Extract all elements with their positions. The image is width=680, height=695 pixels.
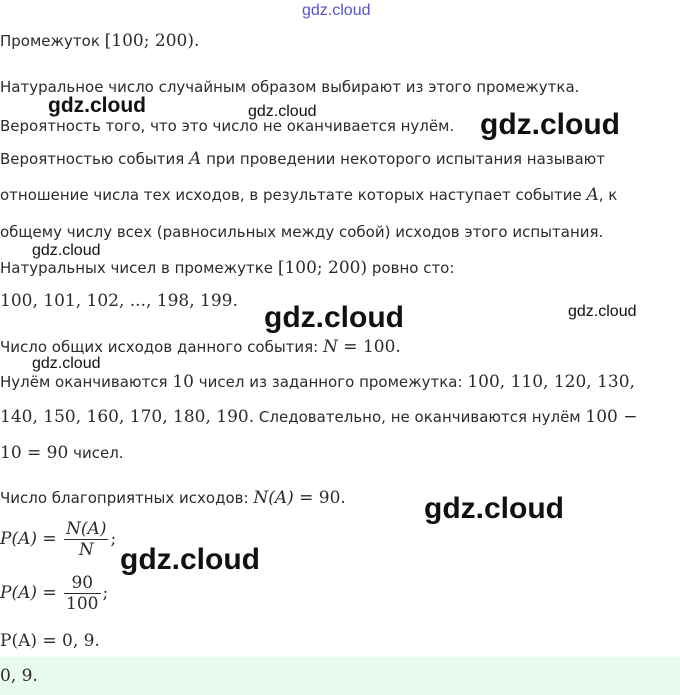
- fraction-denominator: N: [78, 540, 94, 560]
- definition-text: Вероятностью события: [0, 150, 185, 168]
- zeros-math: 140, 150, 160, 170, 180, 190.: [0, 407, 255, 427]
- zeros-math: 100 −: [585, 407, 638, 427]
- sequence-line: 100, 101, 102, ..., 198, 199.: [0, 291, 238, 311]
- formula-lhs: P(A) =: [0, 529, 57, 549]
- interval-label: Промежуток: [0, 32, 100, 50]
- fraction: [64, 573, 100, 614]
- definition-line-2: [0, 184, 617, 206]
- answer: 0, 9.: [0, 666, 38, 686]
- watermark: gdz.cloud: [48, 94, 146, 117]
- zeros-text: Следовательно, не оканчиваются нулём: [258, 408, 581, 426]
- event-variable: A: [586, 185, 599, 205]
- definition-line-3: общему числу всех (равносильных между собой) исходов этого испытания.: [0, 223, 604, 241]
- definition-text: отношение числа тех исходов, в результате которых наступает событие: [0, 186, 582, 204]
- interval-math: [100; 200).: [104, 31, 200, 51]
- zeros-math: 100, 110, 120, 130,: [467, 372, 635, 392]
- zeros-math: 10 = 90: [0, 443, 69, 463]
- task-line-1: Натуральное число случайным образом выбирают из этого промежутка.: [0, 78, 580, 96]
- zeros-line-2: [0, 406, 638, 428]
- definition-text: , к: [598, 186, 618, 204]
- formula-end: ;: [110, 529, 117, 549]
- task-line-2: Вероятность того, что это число не оканчивается нулём.: [0, 117, 455, 135]
- answer-highlight: [0, 657, 680, 695]
- watermark: gdz.cloud: [424, 492, 564, 525]
- favorable-math: = 90.: [293, 488, 346, 508]
- zeros-text: чисел из заданного промежутка:: [198, 373, 463, 391]
- fraction-numerator: N(A): [66, 519, 107, 539]
- zeros-text: Нулём оканчиваются: [0, 373, 168, 391]
- watermark: gdz.cloud: [120, 543, 260, 576]
- formula-lhs: P(A) =: [0, 583, 57, 603]
- fraction: [64, 519, 108, 560]
- favorable-text: Число благоприятных исходов:: [0, 489, 249, 507]
- event-variable: A: [189, 149, 202, 169]
- zeros-line-3: [0, 442, 124, 464]
- favorable-line: [0, 487, 346, 509]
- watermark: gdz.cloud: [264, 301, 404, 334]
- watermark: gdz.cloud: [480, 108, 620, 141]
- formula-end: ;: [102, 583, 109, 603]
- zeros-text: чисел.: [73, 444, 124, 462]
- watermark: gdz.cloud: [32, 242, 101, 259]
- definition-text: при проведении некоторого испытания называют: [206, 150, 606, 168]
- naturals-line: [0, 257, 454, 279]
- watermark: gdz.cloud: [248, 103, 317, 120]
- zeros-count: 10: [172, 372, 194, 392]
- naturals-text: ровно сто:: [371, 259, 455, 277]
- total-outcomes-math: = 100.: [337, 337, 401, 357]
- definition-line-1: [0, 148, 605, 170]
- watermark: gdz.cloud: [568, 303, 637, 320]
- interval-line: [0, 30, 199, 52]
- formula-1: [0, 517, 116, 561]
- fraction-denominator: 100: [66, 594, 99, 614]
- naturals-math: [100; 200): [277, 258, 368, 278]
- watermark-top: gdz.cloud: [302, 2, 371, 19]
- favorable-var: N(A): [253, 488, 294, 508]
- zeros-line-1: [0, 371, 635, 393]
- naturals-text: Натуральных чисел в промежутке: [0, 259, 274, 277]
- total-outcomes-text: Число общих исходов данного события:: [0, 338, 319, 356]
- watermark: gdz.cloud: [32, 355, 101, 372]
- fraction-numerator: 90: [71, 573, 94, 593]
- formula-3: P(A) = 0, 9.: [0, 631, 100, 651]
- total-outcomes-var: N: [323, 337, 338, 357]
- formula-2: [0, 571, 108, 615]
